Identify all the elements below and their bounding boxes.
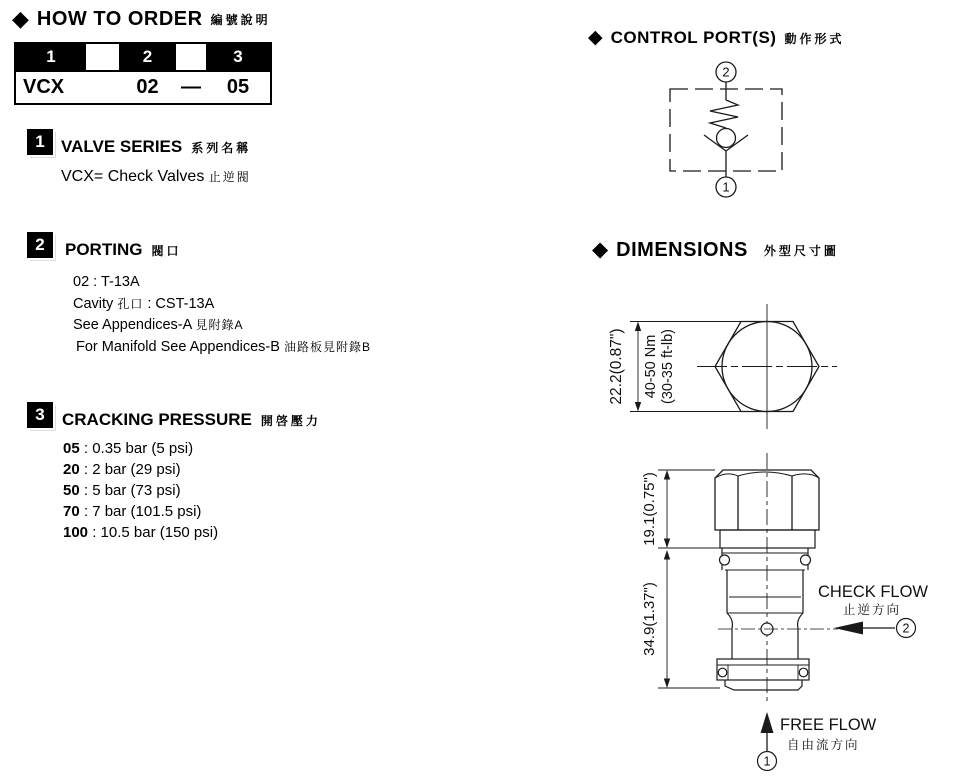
- diamond-icon: ◆: [12, 5, 29, 31]
- valve-series-line: VCX= Check Valves 止逆閥: [61, 168, 251, 185]
- check-valve-symbol: [640, 55, 840, 205]
- control-ports-title: CONTROL PORT(S): [610, 28, 777, 47]
- porting-line: For Manifold See Appendices-B 油路板見附錄B: [76, 338, 371, 355]
- free-flow-label: FREE FLOW: [780, 716, 877, 734]
- how-to-order-title-cjk: 編號說明: [210, 13, 271, 27]
- order-col-gap-2: [176, 44, 206, 70]
- port-1-label: 1: [763, 754, 771, 769]
- how-to-order-title: HOW TO ORDER: [36, 8, 203, 30]
- order-code-porting: 02: [136, 76, 159, 98]
- dimension-top-view: [600, 290, 900, 450]
- body-length-dim: 34.9(1.37"): [640, 582, 658, 656]
- order-col-gap-1: [86, 44, 119, 70]
- diamond-icon: ◆: [592, 238, 609, 261]
- valve-series-title: VALVE SERIES 系列名稱: [61, 137, 252, 156]
- section-1-badge: 1: [27, 129, 53, 155]
- dimension-side-view: [600, 440, 980, 779]
- dimensions-title: DIMENSIONS: [616, 239, 748, 261]
- cracking-pressure-title: CRACKING PRESSURE 開啓壓力: [62, 410, 321, 429]
- order-table-code-row: [16, 70, 270, 103]
- o-ring-left: [718, 668, 727, 677]
- check-flow-arrow: [834, 622, 863, 635]
- free-flow-annotation: [758, 712, 877, 771]
- port-2-label: 2: [902, 621, 910, 636]
- pressure-option: 20 : 2 bar (29 psi): [63, 461, 181, 478]
- order-code-pressure: 05: [226, 76, 250, 98]
- check-flow-label: CHECK FLOW: [818, 583, 929, 601]
- dimensions-header: [592, 239, 839, 262]
- porting-line: See Appendices-A 見附錄A: [73, 317, 244, 333]
- free-flow-label-cjk: 自由流方向: [787, 738, 860, 752]
- free-flow-arrow: [761, 712, 774, 733]
- control-ports-title-cjk: 動作形式: [784, 31, 845, 46]
- o-ring-left: [720, 555, 730, 565]
- hex-width-dim: 22.2(0.87"): [608, 328, 626, 405]
- section-3-badge: 3: [27, 402, 53, 428]
- valve-ball: [717, 129, 736, 148]
- dimension-lines: [658, 470, 722, 688]
- order-col-1: 1: [16, 44, 86, 70]
- section-2-badge: 2: [27, 232, 53, 258]
- cracking-pressure-list: [63, 438, 218, 543]
- port-2-label: 2: [722, 64, 730, 80]
- o-ring-right: [799, 668, 808, 677]
- pressure-option: 100 : 10.5 bar (150 psi): [63, 524, 219, 541]
- porting-line: 02 : T-13A: [73, 274, 140, 290]
- diamond-icon: ◆: [588, 26, 603, 48]
- order-col-3: 3: [206, 44, 270, 70]
- order-code-dash: —: [181, 76, 201, 98]
- dimensions-title-cjk: 外型尺寸圖: [763, 244, 839, 258]
- order-code-table: [14, 42, 272, 105]
- bottom-collar: [717, 659, 809, 690]
- o-ring-right: [801, 555, 811, 565]
- order-table-header-row: [16, 44, 270, 70]
- port-1-label: 1: [722, 179, 730, 195]
- pressure-option: 70 : 7 bar (101.5 psi): [63, 503, 202, 520]
- order-col-2: 2: [119, 44, 176, 70]
- porting-title: PORTING 閥口: [65, 240, 182, 259]
- pressure-option: 50 : 5 bar (73 psi): [63, 482, 181, 499]
- pressure-option: 05 : 0.35 bar (5 psi): [63, 440, 194, 457]
- porting-line: Cavity 孔口 : CST-13A: [73, 295, 215, 312]
- nose-chamfer: [725, 680, 802, 690]
- porting-list: [73, 272, 371, 358]
- check-flow-label-cjk: 止逆方向: [843, 603, 902, 617]
- control-ports-header: [588, 28, 845, 48]
- how-to-order-header: [12, 5, 271, 31]
- head-height-dim: 19.1(0.75"): [640, 472, 658, 546]
- torque-line2: (30-35 ft-lb): [659, 329, 676, 404]
- torque-line1: 40-50 Nm: [642, 334, 659, 399]
- spring-symbol: [710, 100, 738, 128]
- order-code-series: VCX: [23, 76, 65, 98]
